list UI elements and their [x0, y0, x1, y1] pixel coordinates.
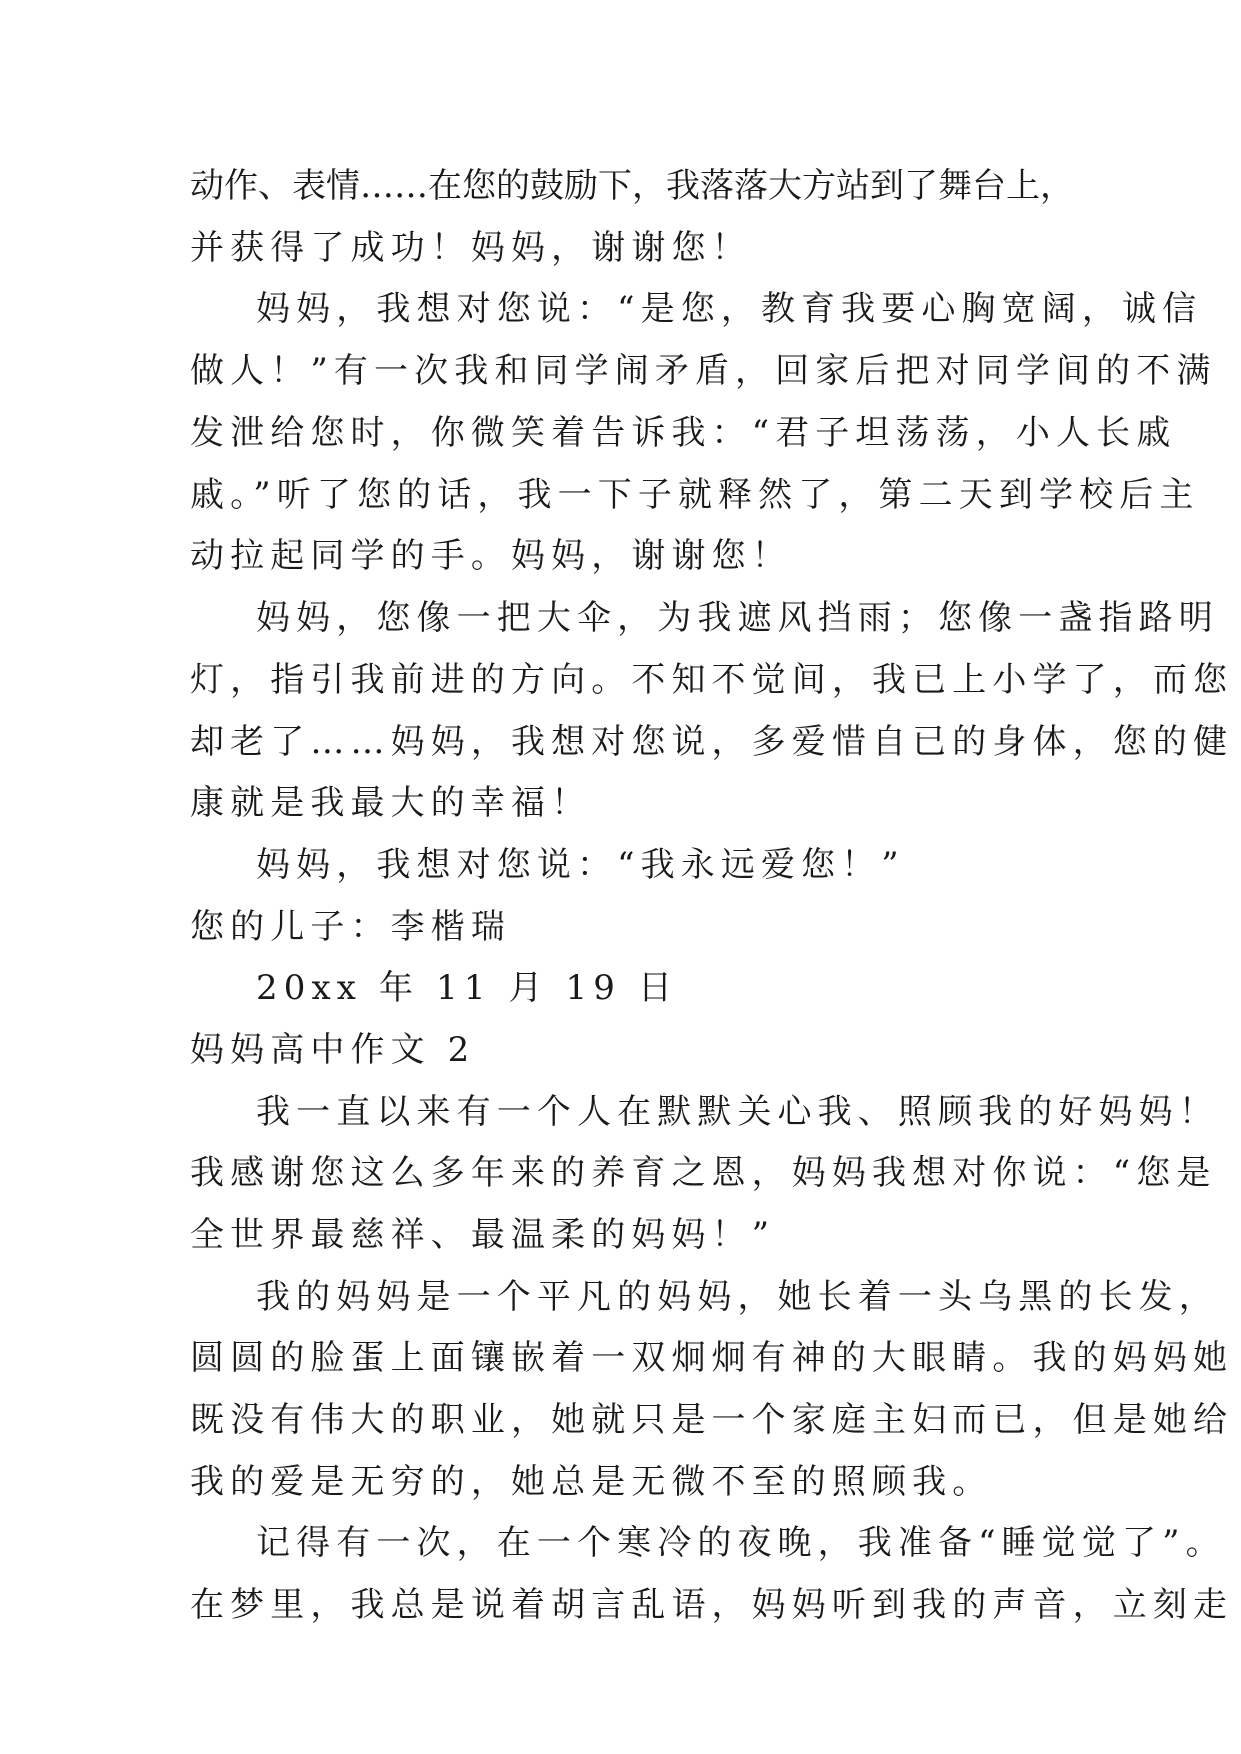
paragraph-start-line: 我的妈妈是一个平凡的妈妈，她长着一头乌黑的长发，	[256, 1277, 1219, 1317]
text-line: 我的爱是无穷的，她总是无微不至的照顾我。	[190, 1462, 993, 1502]
signature-line: 您的儿子：李楷瑞	[190, 907, 511, 947]
text-line: 却老了……妈妈，我想对您说，多爱惜自已的身体，您的健	[190, 722, 1234, 762]
text-line: 灯，指引我前进的方向。不知不觉间，我已上小学了，而您	[190, 660, 1234, 700]
text-line: 康就是我最大的幸福！	[190, 783, 592, 823]
text-line: 做人！”有一次我和同学闹矛盾，回家后把对同学间的不满	[190, 351, 1217, 391]
text-line: 发泄给您时，你微笑着告诉我：“君子坦荡荡，小人长戚	[190, 413, 1177, 453]
date-line: 20xx 年 11 月 19 日	[256, 968, 679, 1008]
paragraph-start-line: 妈妈，我想对您说：“是您，教育我要心胸宽阔，诚信	[256, 289, 1203, 329]
paragraph-start-line: 妈妈，您像一把大伞，为我遮风挡雨；您像一盏指路明	[256, 598, 1219, 638]
text-line: 在梦里，我总是说着胡言乱语，妈妈听到我的声音，立刻走	[190, 1585, 1234, 1625]
text-line: 戚。”听了您的话，我一下子就释然了，第二天到学校后主	[190, 475, 1200, 515]
text-line: 动作、表情……在您的鼓励下，我落落大方站到了舞台上，	[190, 166, 1074, 206]
text-line: 并获得了成功！妈妈，谢谢您！	[190, 228, 752, 268]
text-line: 圆圆的脸蛋上面镶嵌着一双炯炯有神的大眼睛。我的妈妈她	[190, 1338, 1234, 1378]
paragraph-start-line: 我一直以来有一个人在默默关心我、照顾我的好妈妈！	[256, 1092, 1219, 1132]
paragraph-start-line: 记得有一次，在一个寒冷的夜晚，我准备“睡觉觉了”。	[256, 1523, 1226, 1563]
text-line: 既没有伟大的职业，她就只是一个家庭主妇而已，但是她给	[190, 1400, 1234, 1440]
text-line: 全世界最慈祥、最温柔的妈妈！”	[190, 1215, 776, 1255]
section-title: 妈妈高中作文 2	[190, 1030, 476, 1070]
text-line: 我感谢您这么多年来的养育之恩，妈妈我想对你说：“您是	[190, 1153, 1217, 1193]
text-line: 动拉起同学的手。妈妈，谢谢您！	[190, 536, 792, 576]
paragraph-start-line: 妈妈，我想对您说：“我永远爱您！”	[256, 845, 905, 885]
